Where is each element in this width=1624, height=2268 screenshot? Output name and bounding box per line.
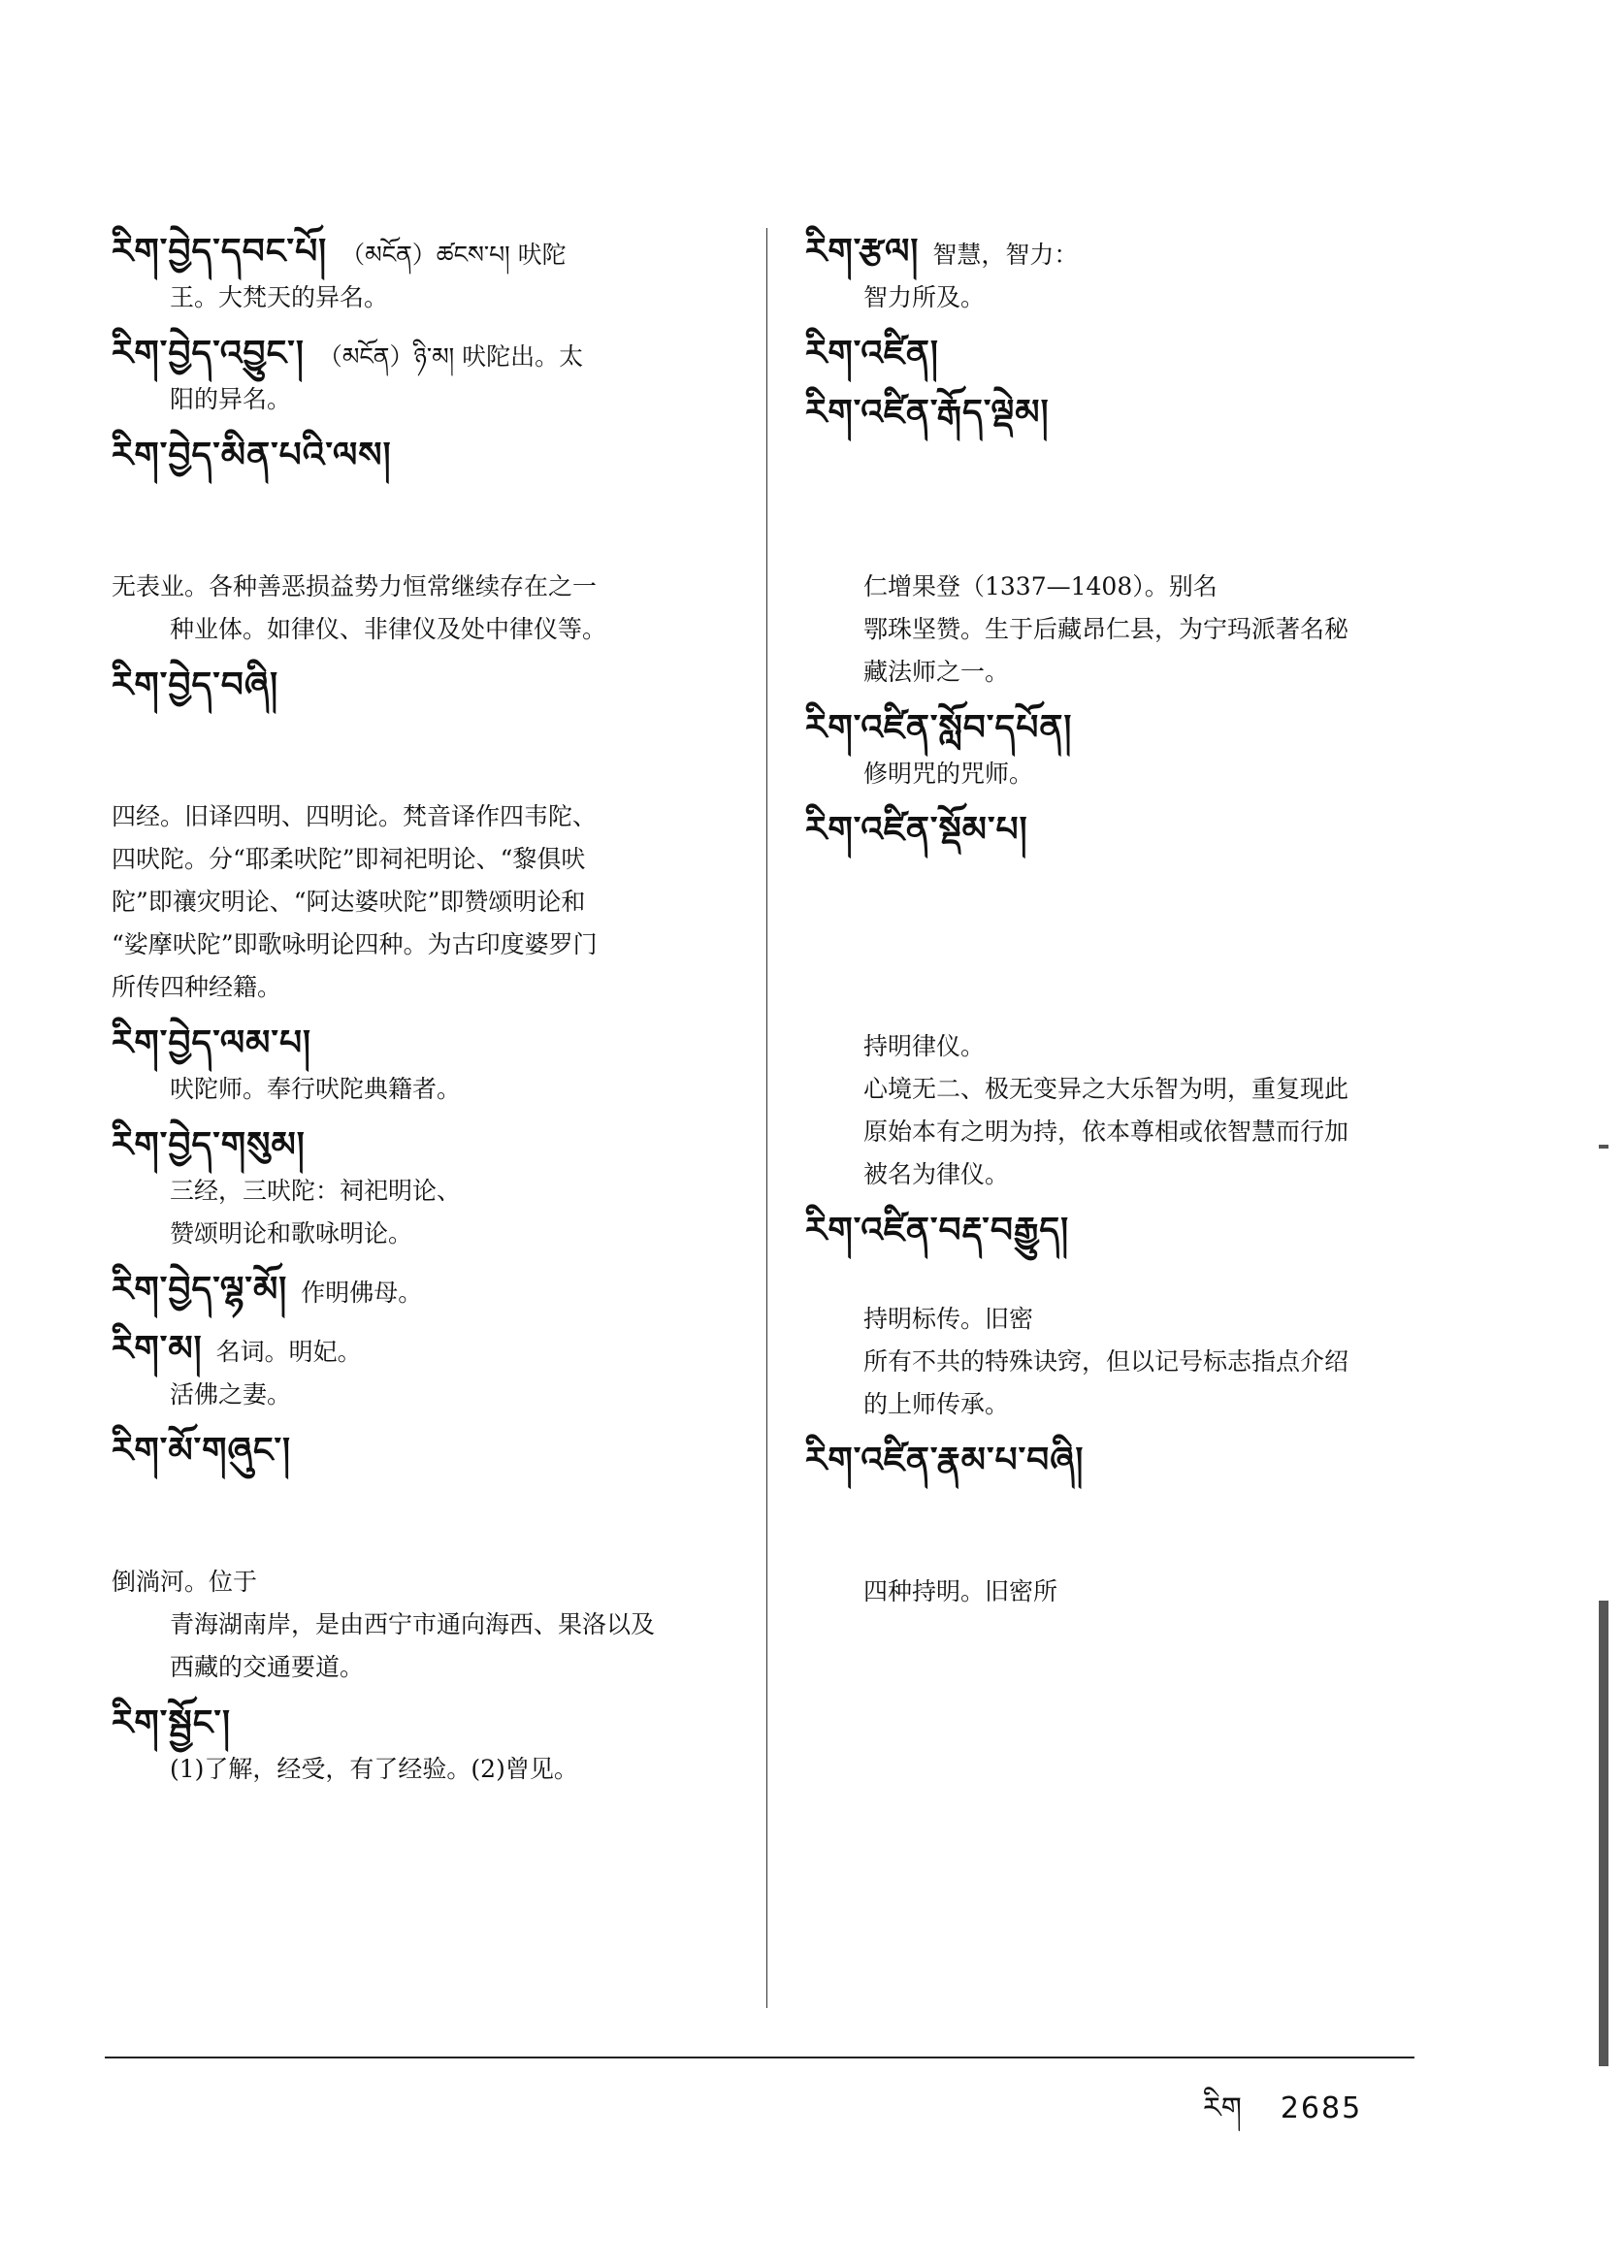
right-column (805, 231, 1426, 1627)
entry: རིག་འཛིན་རྒོད་ལྡེམ། 仁增果登（1337—1408）。别名 鄂珠坚赞。生于后藏昂仁县，为宁玛派著名秘 藏法师之一。 (805, 393, 1349, 686)
headword: རིག་འཛིན་སློབ་དཔོན། (805, 708, 1073, 748)
headword: རིག་བྱེད་མིན་པའི་ལས། (112, 436, 392, 475)
entry: རིག་རྩལ། 智慧，智力： 智力所及。 (805, 232, 1079, 311)
page-footer (1203, 2076, 1362, 2157)
headword: རིག་བྱེད་ལམ་པ། (112, 1023, 312, 1063)
entry: རིག་འཛིན་སློབ་དཔོན། 修明咒的咒师。 (805, 708, 1073, 788)
headword: རིག་མ། (112, 1329, 203, 1369)
entry: རིག་བྱེད་མིན་པའི་ལས། 无表业。各种善恶损益势力恒常继续存在之一 种业体。如律仪、非律仪及处中律仪等。 (112, 436, 607, 643)
scan-margin-mark (1599, 1601, 1608, 2066)
headword: རིག་འཛིན། (805, 334, 939, 373)
headword: རིག་འཛིན་རྒོད་ལྡེམ། (805, 393, 1050, 433)
headword: རིག་མོ་གཞུང་། (112, 1431, 292, 1471)
entry: རིག་འཛིན་སྡོམ་པ། 持明律仪。 心境无二、极无变异之大乐智为明，重复现此 原始本有之明为持，依本尊相或依智慧而行加 被名为律仪。 (805, 810, 1349, 1188)
headword: རིག་བྱེད་འབྱུང་། (112, 334, 305, 373)
left-column (112, 231, 732, 1804)
headword: རིག་སྦྱོང་། (112, 1703, 231, 1743)
headword: རིག་འཛིན་སྡོམ་པ། (805, 810, 1028, 850)
headword: རིག་རྩལ། (805, 232, 920, 272)
entry: རིག་འཛིན་རྣམ་པ་བཞི། 四种持明。旧密所 (805, 1441, 1085, 1605)
scan-margin-mark (1599, 1145, 1608, 1149)
headword: རིག་བྱེད་དབང་པོ། (112, 232, 328, 272)
entry: རིག་བྱེད་གསུམ། 三经，三吠陀：祠祀明论、 赞颂明论和歌咏明论。 (112, 1125, 462, 1247)
headword: རིག་བྱེད་བཞི། (112, 665, 279, 705)
headword: རིག་བྱེད་ལྷ་མོ། (112, 1270, 288, 1310)
headword: རིག་འཛིན་རྣམ་པ་བཞི། (805, 1441, 1085, 1480)
entry: རིག་མོ་གཞུང་། 倒淌河。位于 青海湖南岸，是由西宁市通向海西、果洛以及 西藏的交通要道。 (112, 1431, 656, 1681)
entry: རིག་སྦྱོང་། (1)了解，经受，有了经验。(2)曾见。 (112, 1703, 578, 1783)
running-head: རིག (1203, 2091, 1242, 2125)
headword: རིག་བྱེད་གསུམ། (112, 1125, 306, 1165)
entry: རིག་བྱེད་བཞི། 四经。旧译四明、四明论。梵音译作四韦陀、 四吠陀。分“耶柔吠陀”即祠祀明论、“黎俱吠 陀”即禳灾明论、“阿达婆吠陀”即赞颂明论和 “娑摩吠陀”即歌咏明论四种。为古印度婆罗门 所传四种经籍。 (112, 665, 598, 1001)
page-bottom-rule (105, 2057, 1414, 2058)
entry: རིག་མ། 名词。明妃。 活佛之妻。 (112, 1329, 362, 1409)
entry: རིག་བྱེད་ལམ་པ། 吠陀师。奉行吠陀典籍者。 (112, 1023, 462, 1103)
entry: རིག་འཛིན་བརྡ་བརྒྱུད། 持明标传。旧密 所有不共的特殊诀窍，但以记号标志指点介绍 的上师传承。 (805, 1211, 1349, 1418)
entry: རིག་བྱེད་འབྱུང་། （མངོན）ཉི་མ། 吠陀出。太 阳的异名。 (112, 334, 584, 413)
page-number: 2685 (1280, 2091, 1363, 2125)
entry: རིག་བྱེད་དབང་པོ། （མངོན）ཚངས་པ། 吠陀 王。大梵天的异名。 (112, 232, 567, 311)
entry: རིག་བྱེད་ལྷ་མོ། 作明佛母。 (112, 1270, 423, 1310)
column-divider (766, 228, 767, 2008)
entry (805, 333, 1426, 378)
headword: རིག་འཛིན་བརྡ་བརྒྱུད། (805, 1211, 1070, 1250)
